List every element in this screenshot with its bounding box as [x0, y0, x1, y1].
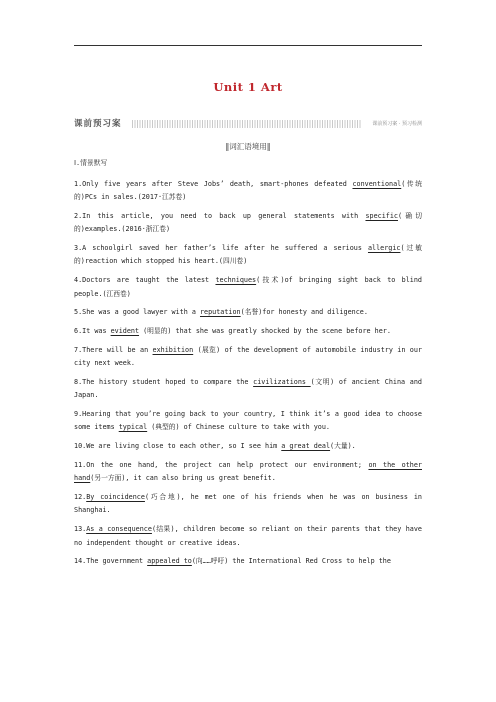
answer-blank: on the other hand — [74, 461, 422, 483]
item-text: 11.On the one hand, the project can help protect our environment; — [74, 461, 369, 470]
item-text: (确切的)examples.(2016·浙江卷) — [74, 212, 422, 234]
item-text: 9.Hearing that you’re going back to your country, I think it’s a good idea to choose some items — [74, 410, 422, 432]
item-text: (向……呼吁) the International Red Cross to help the — [191, 557, 391, 566]
item-text: (结果), children become so reliant on their parents that they have no independent thought or creative ideas. — [74, 525, 422, 547]
exercise-item — [74, 523, 422, 550]
exercise-item — [74, 210, 422, 237]
item-text: (大量). — [330, 442, 356, 451]
preview-banner-title: 课前预习案 — [74, 118, 126, 130]
unit-title: Unit 1 Art — [213, 80, 283, 94]
answer-blank: allergic — [367, 244, 401, 253]
item-text: 7.There will be an — [74, 345, 153, 354]
preview-banner-note: 课前预习案 · 预习检测 — [372, 121, 422, 127]
answer-blank: specific — [365, 212, 398, 221]
answer-blank: a great deal — [281, 442, 331, 451]
item-text: (传统的)PCs in sales.(2017·江苏卷) — [74, 180, 422, 202]
exercise-item — [74, 325, 422, 338]
item-text: 5.She was a good lawyer with a — [74, 308, 200, 317]
exercise-item — [74, 491, 422, 518]
answer-blank: By coincidence — [86, 493, 145, 502]
answer-blank: appealed to — [147, 557, 192, 566]
item-text: 3.A schoolgirl saved her father’s life after he suffered a serious — [74, 244, 368, 253]
item-text: (名誉)for honesty and diligence. — [240, 308, 368, 317]
exercise-item — [74, 274, 422, 301]
item-text: 6.It was — [74, 327, 111, 336]
item-text: (技术)of bringing sight back to blind people.(江西卷) — [74, 276, 422, 298]
answer-blank: typical — [118, 423, 148, 432]
exercise-subheading: Ⅰ.情景默写 — [74, 159, 108, 167]
preview-banner — [74, 118, 422, 130]
exercise-item — [74, 178, 422, 205]
answer-blank: exhibition — [152, 345, 194, 354]
item-text: 8.The history student hoped to compare the — [74, 378, 254, 387]
exercise-item — [74, 242, 422, 269]
item-text: (典型的) of Chinese culture to take with you. — [147, 423, 330, 432]
item-text: 12. — [74, 493, 87, 502]
exercise-item — [74, 440, 422, 453]
item-text: 2.In this article, you need to back up general statements with — [74, 212, 366, 221]
answer-blank: evident — [110, 327, 140, 336]
item-text: (明显的) that she was greatly shocked by the scene before her. — [139, 327, 391, 336]
exercise-item — [74, 376, 422, 403]
item-text: (展览) of the development of automobile industry in our city next week. — [74, 345, 422, 368]
answer-blank: civilizations — [253, 378, 311, 387]
item-text: (另一方面), it can also bring us great benefit. — [90, 474, 276, 483]
exercise-item — [74, 408, 422, 435]
header-rule — [74, 45, 422, 46]
exercise-list — [74, 178, 422, 574]
item-text: 14.The government — [74, 557, 148, 566]
exercise-item — [74, 459, 422, 486]
item-text: 1.Only five years after Steve Jobs’ death, smart-phones defeated — [74, 180, 353, 188]
section-title-text: 词汇语境用 — [229, 142, 267, 151]
exercise-item — [74, 306, 422, 319]
answer-blank: techniques — [215, 276, 257, 285]
answer-blank: conventional — [352, 180, 402, 188]
item-text: 13. — [74, 525, 87, 534]
exercise-item — [74, 555, 422, 568]
exercise-item — [74, 344, 422, 371]
answer-blank: reputation — [199, 308, 241, 317]
item-text: (巧合地), he met one of his friends when he was on business in Shanghai. — [74, 493, 422, 515]
item-text: 4.Doctors are taught the latest — [74, 276, 216, 285]
section-title: ‖词汇语境用‖ — [225, 142, 271, 151]
item-text: 10.We are living close to each other, so I see him — [74, 442, 282, 451]
item-text: (文明) of ancient China and Japan. — [74, 378, 422, 400]
preview-banner-stripes — [132, 120, 362, 128]
answer-blank: As a consequence — [86, 525, 152, 534]
item-text: (过敏的)reaction which stopped his heart.(四川卷) — [74, 244, 422, 266]
